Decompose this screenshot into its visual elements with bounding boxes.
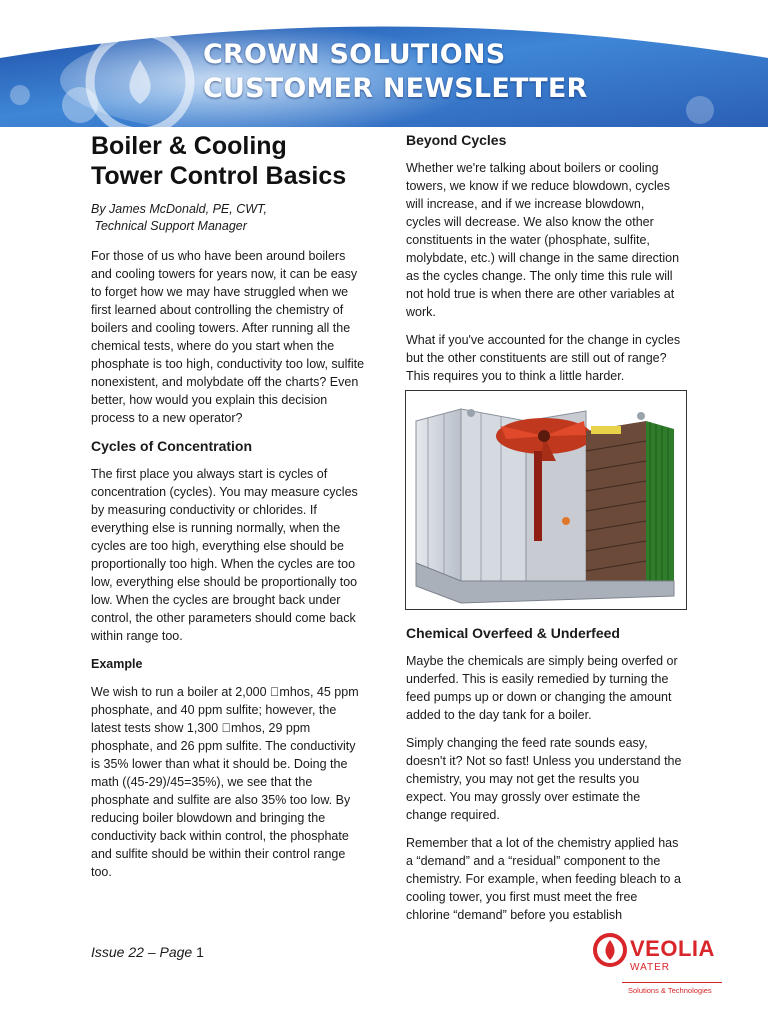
veolia-swirl-icon	[592, 932, 628, 968]
article-title-line2: Tower Control Basics	[91, 162, 347, 190]
right-column-lower	[406, 624, 682, 934]
veolia-logo	[592, 928, 732, 998]
cooling-tower-figure	[405, 390, 687, 610]
banner-title-line2: CUSTOMER NEWSLETTER	[203, 73, 588, 104]
newsletter-banner	[0, 0, 768, 127]
overfeed-paragraph-2: Simply changing the feed rate sounds easy, doesn't it? Not so fast! Unless you understand the chemistry, you may not get the results you expect. You may grossly over estimate the change required.	[406, 736, 682, 822]
logo-wordmark: VEOLIA	[630, 936, 715, 961]
heading-overfeed: Chemical Overfeed & Underfeed	[406, 625, 620, 641]
article-title-line1: Boiler & Cooling	[91, 132, 287, 160]
byline-role: Technical Support Manager	[91, 219, 247, 233]
page-number: 1	[192, 944, 204, 960]
byline-author: By James McDonald, PE, CWT,	[91, 202, 267, 216]
example-paragraph: We wish to run a boiler at 2,000 mhos, 45 ppm phosphate, and 40 ppm sulfite; however, the latest tests show 1,300 mhos, 29 ppm phosphate, and 26 ppm sulfite. The conductivity is 35% lower than what it should be. Doing the math ((45-29)/45=35%), we see that the phosphate and sulfite are also 35% too low. By reducing boiler blowdown and bringing the conductivity back within control, the phosphate and sulfite should be within their control range too.	[91, 685, 367, 861]
cooling-tower-illustration	[406, 391, 686, 609]
logo-subtitle: WATER	[630, 962, 670, 973]
article-title	[91, 131, 367, 191]
cycles-paragraph: The first place you always start is cycles of concentration (cycles). You may measure cycles by measuring conductivity or chlorides. If everything else is running normally, when the cycles are too high, everything else should be proportionally too high. When the cycles are too low, everything else should be proportionally too low. When the cycles are brought back under control, the other parameters should come back within range too.	[91, 467, 358, 643]
beyond-paragraph-2: What if you've accounted for the change in cycles but the other constituents are still out of range? This requires you to think a little harder.	[406, 333, 681, 383]
logo-divider	[622, 982, 722, 983]
beyond-paragraph-1: Whether we're talking about boilers or cooling towers, we know if we reduce blowdown, cycles will increase, and if we increase blowdown, cycles will decrease. We also know the other constituents in the water (phosphate, sulfite, molybdate, etc.) will change in the same direction as the cycles change. The only time this rule will not hold true is when there are other variables at work.	[406, 161, 680, 319]
page-footer	[91, 944, 204, 960]
overfeed-paragraph-3: Remember that a lot of the chemistry applied has a “demand” and a “residual” component to the chemistry. For example, when feeding bleach to a cooling tower, you first must meet the free chlorine “demand” before you establish	[406, 836, 681, 922]
heading-example: Example	[91, 657, 143, 671]
banner-title	[203, 38, 587, 106]
logo-tagline: Solutions & Technologies	[628, 986, 712, 995]
intro-paragraph: For those of us who have been around boilers and cooling towers for years now, it can be easy to forget how we may have struggled when we first learned about controlling the chemistry of boilers and cooling towers. After running all the chemical tests, where do you start when the phosphate is too high, conductivity too low, sulfite nonexistent, and molybdate off the charts? Even better, how would you explain this decision process to a new operator?	[91, 249, 365, 425]
heading-cycles: Cycles of Concentration	[91, 438, 253, 454]
issue-label: Issue 22 – Page	[91, 944, 193, 960]
banner-title-line1: CROWN SOLUTIONS	[203, 39, 506, 70]
left-column	[91, 131, 367, 891]
overfeed-paragraph-1: Maybe the chemicals are simply being overfed or underfed. This is easily remedied by turning the feed pumps up or down or changing the amount added to the day tank for a boiler.	[406, 654, 678, 722]
heading-beyond-cycles: Beyond Cycles	[406, 132, 507, 148]
byline	[91, 201, 367, 235]
right-column	[406, 131, 682, 395]
